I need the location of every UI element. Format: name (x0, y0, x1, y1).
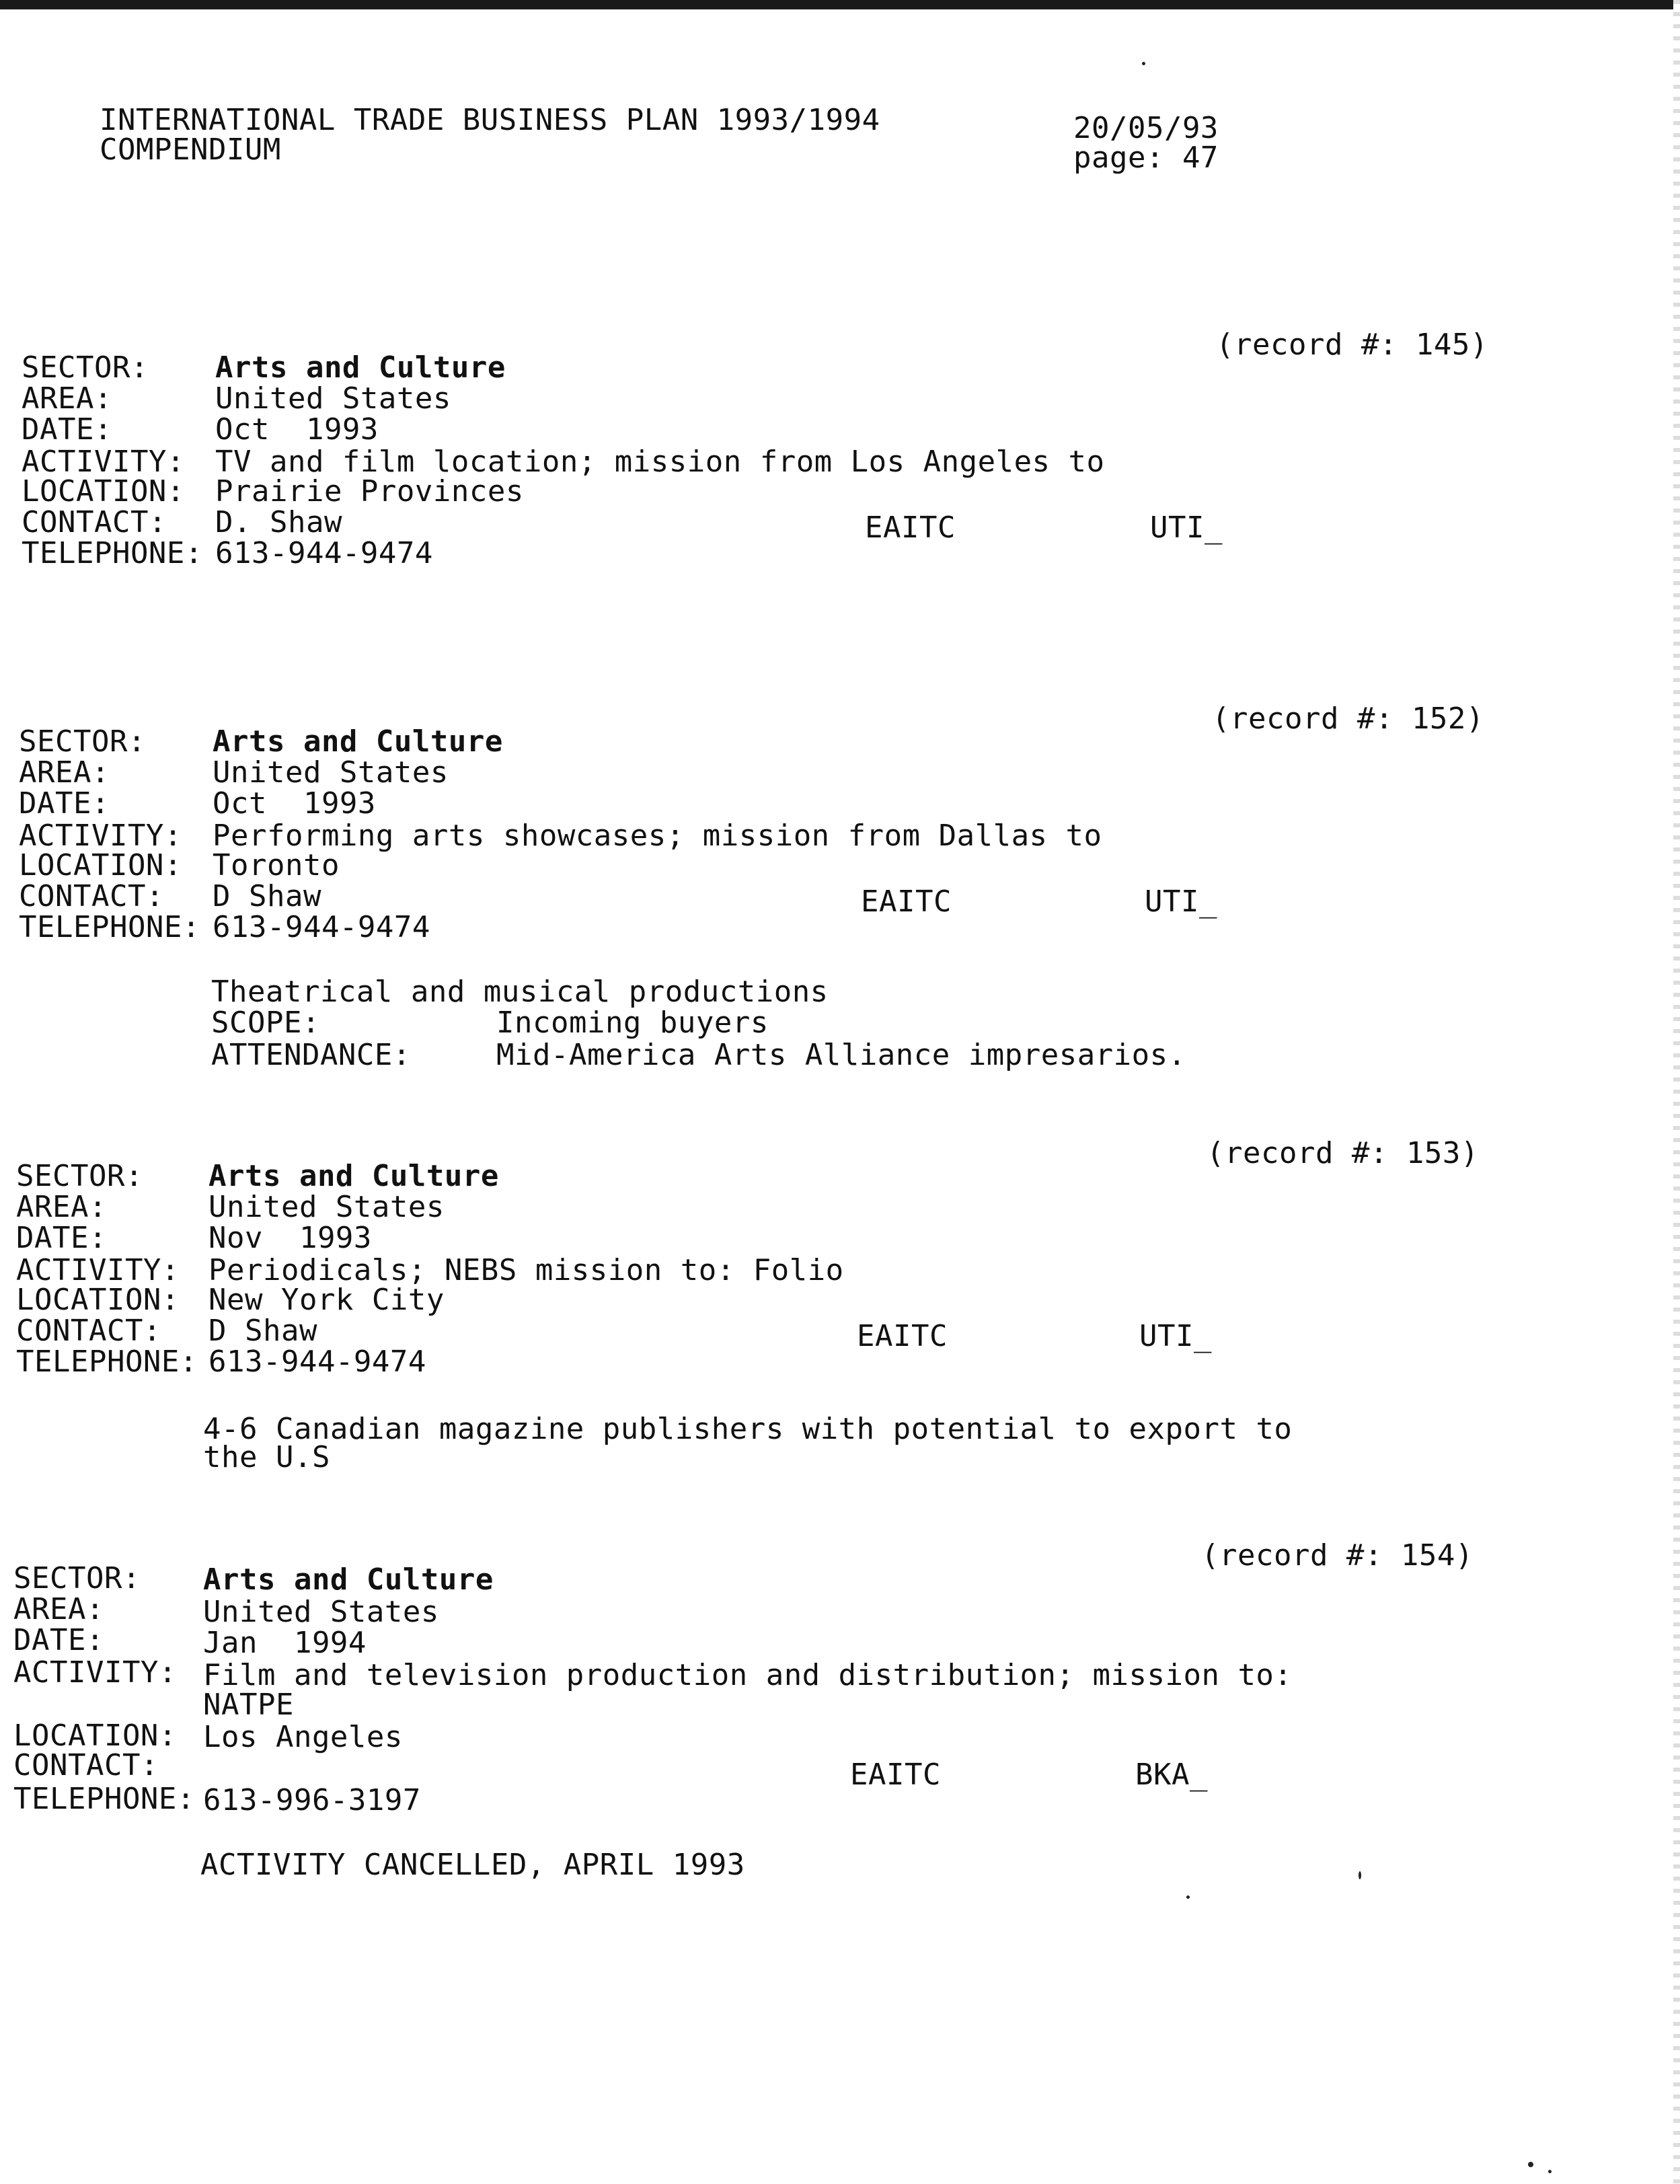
activity-label: ACTIVITY: (19, 819, 182, 853)
sector-label: SECTOR: (13, 1561, 141, 1595)
telephone-value: 613-944-9474 (215, 536, 433, 570)
record-number: (record #: 154) (1201, 1538, 1474, 1573)
cancellation-note: ACTIVITY CANCELLED, APRIL 1993 (200, 1848, 745, 1882)
scope-label: SCOPE: (211, 1006, 320, 1040)
area-value: United States (213, 755, 449, 790)
document-title: INTERNATIONAL TRADE BUSINESS PLAN 1993/1994 (100, 103, 880, 137)
location-label: LOCATION: (13, 1719, 177, 1753)
sector-value: Arts and Culture (208, 1159, 499, 1193)
activity-value: Periodicals; NEBS mission to: Folio (208, 1253, 844, 1287)
activity-value: Performing arts showcases; mission from Dallas to (213, 819, 1102, 853)
org-code: EAITC (861, 884, 952, 919)
scan-speck (1186, 1895, 1190, 1899)
location-value: Los Angeles (203, 1720, 403, 1754)
area-label: AREA: (16, 1190, 107, 1224)
contact-value: D. Shaw (215, 505, 342, 539)
contact-label: CONTACT: (22, 505, 167, 539)
location-value: Toronto (213, 848, 340, 882)
office-code: UTI_ (1145, 884, 1217, 919)
page-number: page: 47 (1073, 141, 1219, 175)
activity-value: TV and film location; mission from Los Angeles to (215, 445, 1105, 479)
scan-right-edge (1673, 0, 1680, 2184)
sector-label: SECTOR: (22, 350, 149, 385)
sector-value: Arts and Culture (203, 1562, 494, 1597)
scan-speck (1359, 1871, 1361, 1879)
record-note-line-1: 4-6 Canadian magazine publishers with potential to export to (203, 1412, 1293, 1446)
attendance-label: ATTENDANCE: (211, 1038, 411, 1072)
telephone-label: TELEPHONE: (22, 536, 203, 570)
activity-label: ACTIVITY: (16, 1253, 180, 1287)
location-label: LOCATION: (19, 848, 182, 882)
contact-label: CONTACT: (19, 879, 164, 913)
org-code: EAITC (857, 1319, 948, 1353)
office-code: UTI_ (1150, 511, 1223, 545)
org-code: EAITC (850, 1758, 941, 1792)
location-value: New York City (208, 1283, 445, 1317)
activity-value-line-1: Film and television production and distribution; mission to: (203, 1658, 1293, 1692)
activity-value-line-2: NATPE (203, 1688, 294, 1722)
date-value: Nov 1993 (208, 1221, 372, 1255)
sector-label: SECTOR: (19, 724, 146, 759)
record-number: (record #: 145) (1216, 328, 1488, 362)
scan-speck (1142, 62, 1145, 65)
date-label: DATE: (22, 412, 112, 447)
location-value: Prairie Provinces (215, 474, 524, 509)
contact-label: CONTACT: (16, 1314, 161, 1348)
telephone-value: 613-996-3197 (203, 1783, 421, 1817)
area-value: United States (203, 1595, 439, 1629)
scan-speck (1528, 2162, 1533, 2167)
date-label: DATE: (13, 1623, 104, 1657)
date-value: Oct 1993 (215, 412, 379, 447)
record-note: Theatrical and musical productions (211, 975, 829, 1009)
area-label: AREA: (13, 1592, 104, 1626)
date-value: Jan 1994 (203, 1626, 367, 1660)
location-label: LOCATION: (22, 474, 185, 509)
telephone-value: 613-944-9474 (208, 1345, 426, 1379)
contact-value: D Shaw (208, 1314, 317, 1348)
date-label: DATE: (16, 1221, 107, 1255)
location-label: LOCATION: (16, 1283, 180, 1317)
office-code: BKA_ (1135, 1758, 1208, 1792)
org-code: EAITC (865, 511, 956, 545)
date-label: DATE: (19, 786, 110, 821)
date-value: Oct 1993 (213, 786, 376, 821)
sector-value: Arts and Culture (213, 724, 503, 759)
activity-label: ACTIVITY: (22, 445, 185, 479)
telephone-label: TELEPHONE: (13, 1782, 195, 1816)
telephone-label: TELEPHONE: (19, 910, 200, 944)
sector-value: Arts and Culture (215, 350, 506, 385)
contact-label: CONTACT: (13, 1748, 159, 1782)
scan-speck (1548, 2170, 1552, 2173)
attendance-value: Mid-America Arts Alliance impresarios. (496, 1038, 1186, 1072)
office-code: UTI_ (1139, 1319, 1212, 1353)
scope-value: Incoming buyers (496, 1006, 769, 1040)
record-number: (record #: 152) (1212, 702, 1484, 736)
activity-label: ACTIVITY: (13, 1655, 177, 1690)
sector-label: SECTOR: (16, 1159, 143, 1193)
contact-value: D Shaw (213, 879, 321, 913)
telephone-value: 613-944-9474 (213, 910, 430, 944)
area-label: AREA: (19, 755, 110, 790)
scan-top-border (0, 0, 1680, 9)
document-date: 20/05/93 (1073, 111, 1219, 145)
record-number: (record #: 153) (1207, 1136, 1479, 1170)
document-subtitle: COMPENDIUM (100, 133, 281, 167)
area-label: AREA: (22, 381, 112, 416)
record-note-line-2: the U.S (203, 1440, 330, 1474)
area-value: United States (215, 381, 451, 416)
area-value: United States (208, 1190, 445, 1224)
telephone-label: TELEPHONE: (16, 1345, 198, 1379)
